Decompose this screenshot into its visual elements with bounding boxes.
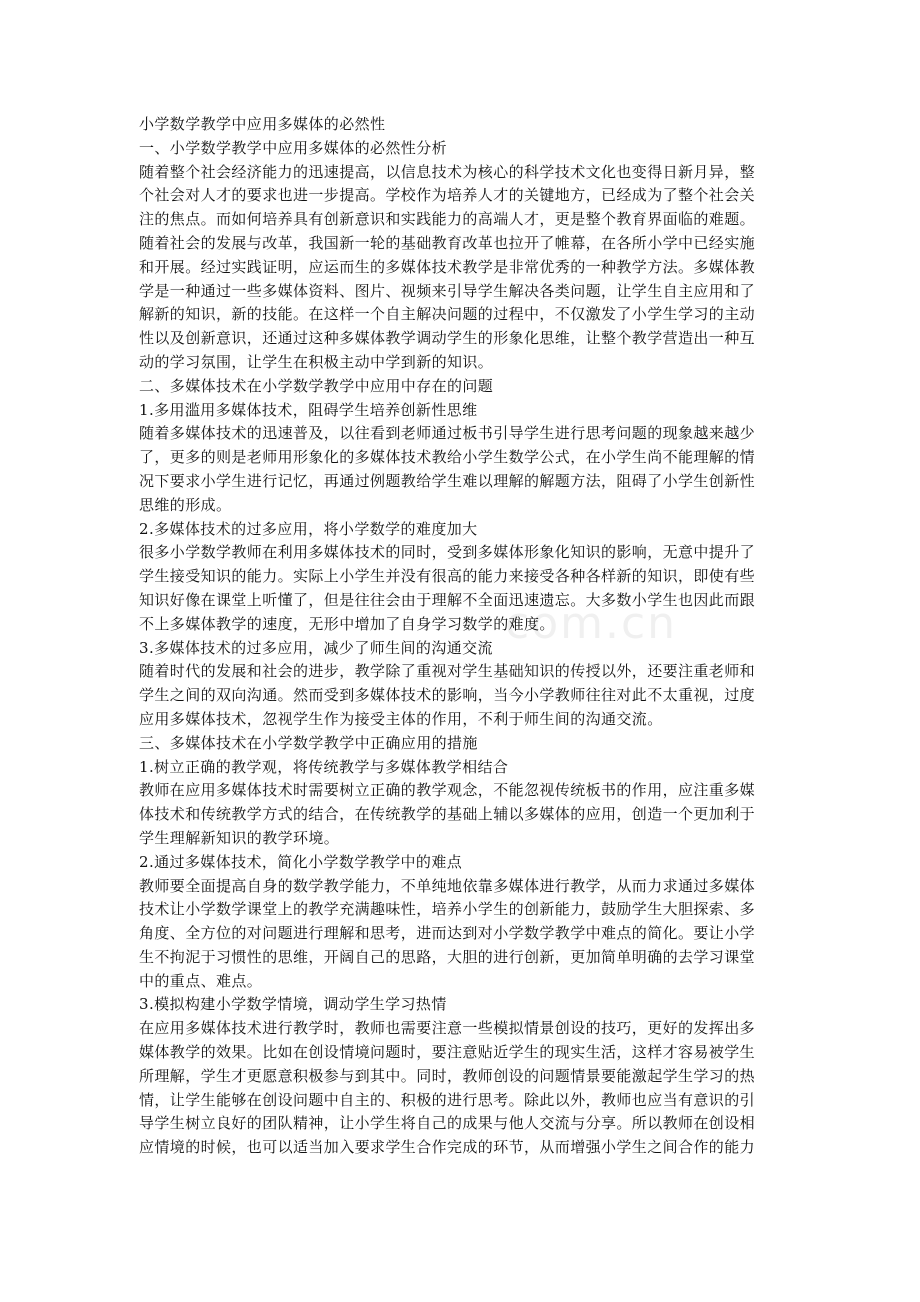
paragraph-line: 体技术和传统教学方式的结合，在传统教学的基础上辅以多媒体的应用，创造一个更加利于 <box>139 805 756 824</box>
paragraph-line: 媒体教学的效果。比如在创设情境问题时，要注意贴近学生的现实生活，这样才容易被学生 <box>139 1043 756 1062</box>
paragraph-1 <box>139 161 795 375</box>
subsection-heading-2-3: 3.多媒体技术的过多应用，减少了师生间的沟通交流 <box>139 638 493 657</box>
paragraph-line: 在应用多媒体技术进行教学时，教师也需要注意一些模拟情景创设的技巧，更好的发挥出多 <box>139 1019 756 1038</box>
paragraph-line: 角度、全方位的对问题进行理解和思考，进而达到对小学数学教学中难点的简化。要让小学 <box>139 924 756 943</box>
paragraph-line: 不上多媒体教学的速度，无形中增加了自身学习数学的难度。 <box>139 614 555 633</box>
paragraph-line: 了，更多的则是老师用形象化的多媒体技术教给小学生数学公式，在小学生尚不能理解的情 <box>139 448 756 467</box>
paragraph-line: 性以及创新意识，还通过这种多媒体教学调动学生的形象化思维，让整个教学营造出一种互 <box>139 329 756 348</box>
paragraph-2-3 <box>139 660 795 731</box>
paragraph-line: 况下要求小学生进行记忆，再通过例题教给学生难以理解的解题方法，阻碍了小学生创新性 <box>139 471 756 490</box>
subsection-heading-3-2: 2.通过多媒体技术，简化小学数学教学中的难点 <box>139 852 463 871</box>
paragraph-2-1 <box>139 422 795 517</box>
paragraph-line: 随着多媒体技术的迅速普及，以往看到老师通过板书引导学生进行思考问题的现象越来越少 <box>139 424 756 443</box>
subsection-heading-2-1: 1.多用滥用多媒体技术，阻碍学生培养创新性思维 <box>139 400 478 419</box>
paragraph-line: 随着时代的发展和社会的进步，教学除了重视对学生基础知识的传授以外，还要注重老师和 <box>139 662 756 681</box>
paragraph-line: 生不拘泥于习惯性的思维，开阔自己的思路，大胆的进行创新，更加简单明确的去学习课堂 <box>139 947 756 966</box>
paragraph-line: 很多小学数学教师在利用多媒体技术的同时，受到多媒体形象化知识的影响，无意中提升了 <box>139 543 756 562</box>
paragraph-line: 动的学习氛围，让学生在积极主动中学到新的知识。 <box>139 352 494 371</box>
section-heading-1: 一、小学数学教学中应用多媒体的必然性分析 <box>139 138 448 157</box>
paragraph-2-2 <box>139 541 795 636</box>
paragraph-line: 注的焦点。而如何培养具有创新意识和实践能力的高端人才，更是整个教育界面临的难题。 <box>139 210 756 229</box>
section-heading-3: 三、多媒体技术在小学数学教学中正确应用的措施 <box>139 733 478 752</box>
paragraph-line: 思维的形成。 <box>139 495 232 514</box>
paragraph-line: 学生理解新知识的教学环境。 <box>139 828 340 847</box>
paragraph-line: 学生之间的双向沟通。然而受到多媒体技术的影响，当今小学教师往往对此不太重视，过度 <box>139 686 756 705</box>
paragraph-line: 个社会对人才的要求也进一步提高。学校作为培养人才的关键地方，已经成为了整个社会关 <box>139 186 756 205</box>
paragraph-line: 所理解，学生才更愿意积极参与到其中。同时，教师创设的问题情景要能激起学生学习的热 <box>139 1066 756 1085</box>
paragraph-line: 知识好像在课堂上听懂了，但是往往会由于理解不全面迅速遗忘。大多数小学生也因此而跟 <box>139 590 756 609</box>
paragraph-line: 教师在应用多媒体技术时需要树立正确的教学观念，不能忽视传统板书的作用，应注重多媒 <box>139 781 756 800</box>
paragraph-line: 随着整个社会经济能力的迅速提高，以信息技术为核心的科学技术文化也变得日新月异，整 <box>139 162 756 181</box>
watermark: com.cn <box>505 598 678 649</box>
paragraph-line: 情，让学生能够在创设问题中自主的、积极的进行思考。除此以外，教师也应当有意识的引 <box>139 1090 756 1109</box>
paragraph-line: 学生接受知识的能力。实际上小学生并没有很高的能力来接受各种各样新的知识，即使有些 <box>139 567 756 586</box>
paragraph-line: 随着社会的发展与改革，我国新一轮的基础教育改革也拉开了帷幕，在各所小学中已经实施 <box>139 233 756 252</box>
paragraph-line: 应情境的时候，也可以适当加入要求学生合作完成的环节，从而增强小学生之间合作的能力 <box>139 1138 756 1157</box>
paragraph-line: 学是一种通过一些多媒体资料、图片、视频来引导学生解决各类问题，让学生自主应用和了 <box>139 281 756 300</box>
document-body <box>139 113 795 1160</box>
paragraph-3-3 <box>139 1017 795 1160</box>
paragraph-line: 解新的知识，新的技能。在这样一个自主解决问题的过程中，不仅激发了小学生学习的主动 <box>139 305 756 324</box>
paragraph-line: 技术让小学数学课堂上的教学充满趣味性，培养小学生的创新能力，鼓励学生大胆探索、多 <box>139 900 756 919</box>
paragraph-line: 导学生树立良好的团队精神，让小学生将自己的成果与他人交流与分享。所以教师在创设相 <box>139 1114 756 1133</box>
paragraph-line: 和开展。经过实践证明，应运而生的多媒体技术教学是非常优秀的一种教学方法。多媒体教 <box>139 257 756 276</box>
subsection-heading-2-2: 2.多媒体技术的过多应用，将小学数学的难度加大 <box>139 519 478 538</box>
subsection-heading-3-1: 1.树立正确的教学观，将传统教学与多媒体教学相结合 <box>139 757 509 776</box>
paragraph-3-2 <box>139 875 795 994</box>
paragraph-line: 中的重点、难点。 <box>139 971 263 990</box>
subsection-heading-3-3: 3.模拟构建小学数学情境，调动学生学习热情 <box>139 995 447 1014</box>
document-title: 小学数学教学中应用多媒体的必然性 <box>139 115 386 133</box>
section-heading-2: 二、多媒体技术在小学数学教学中应用中存在的问题 <box>139 376 494 395</box>
paragraph-3-1 <box>139 779 795 850</box>
paragraph-line: 教师要全面提高自身的数学教学能力，不单纯地依靠多媒体进行教学，从而力求通过多媒体 <box>139 876 756 895</box>
paragraph-line: 应用多媒体技术，忽视学生作为接受主体的作用，不利于师生间的沟通交流。 <box>139 709 663 728</box>
